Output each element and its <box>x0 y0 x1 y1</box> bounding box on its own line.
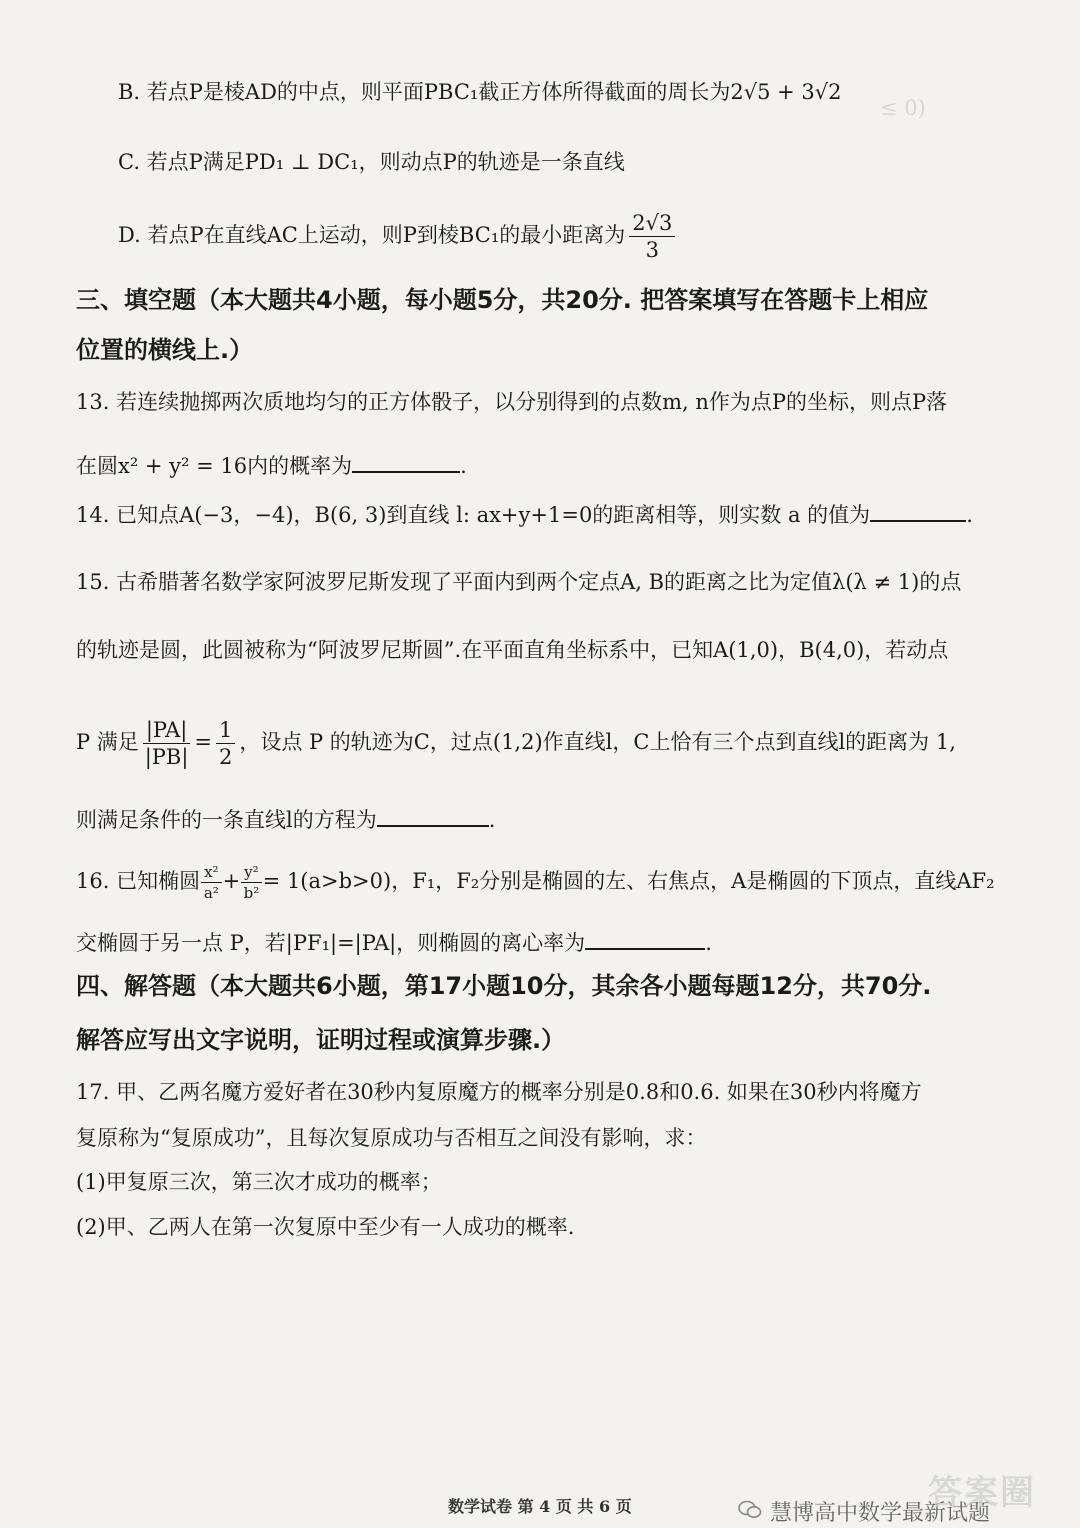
fraction-denominator: b² <box>243 884 260 902</box>
question-15-line-2: 的轨迹是圆，此圆被称为“阿波罗尼斯圆”.在平面直角坐标系中，已知A(1,0)，B(4,0)，若动点 <box>76 638 949 662</box>
question-16-line-1 <box>76 852 995 910</box>
fraction-numerator: y² <box>241 862 262 883</box>
option-d-text: D. 若点P在直线AC上运动，则P到棱BC₁的最小距离为 <box>118 223 626 247</box>
ratio-fraction <box>143 717 191 770</box>
question-17-part-2: (2)甲、乙两人在第一次复原中至少有一人成功的概率. <box>76 1215 575 1239</box>
watermark-text: 慧博高中数学最新试题 <box>770 1501 991 1526</box>
question-16-text-pre: 16. 已知椭圆 <box>76 869 201 893</box>
plus-sign: + <box>222 869 241 893</box>
answer-blank-15[interactable] <box>377 805 489 827</box>
fraction-numerator: 2√3 <box>629 210 675 237</box>
period: . <box>966 503 973 527</box>
wechat-icon <box>738 1500 762 1520</box>
fraction-numerator: x² <box>201 862 221 883</box>
fraction-denominator: 2 <box>218 745 233 769</box>
y-fraction <box>241 862 262 903</box>
answer-blank-16[interactable] <box>585 928 705 950</box>
question-16-line-2 <box>76 928 712 957</box>
option-d-fraction <box>629 210 675 263</box>
question-13-line-2 <box>76 451 467 480</box>
period: . <box>705 931 712 955</box>
question-17-line-1: 17. 甲、乙两名魔方爱好者在30秒内复原魔方的概率分别是0.8和0.6. 如果在30秒内将魔方 <box>76 1080 922 1104</box>
section-4-heading-cont: 解答应写出文字说明，证明过程或演算步骤.） <box>76 1026 566 1054</box>
question-17-line-2: 复原称为“复原成功”，且每次复原成功与否相互之间没有影响，求： <box>76 1126 707 1150</box>
option-d <box>118 210 679 263</box>
fraction-denominator: a² <box>203 884 219 902</box>
question-13-line-1: 13. 若连续抛掷两次质地均匀的正方体骰子，以分别得到的点数m, n作为点P的坐标，则点P落 <box>76 390 948 414</box>
answer-blank-14[interactable] <box>870 500 966 522</box>
option-b: B. 若点P是棱AD的中点，则平面PBC₁截正方体所得截面的周长为2√5 + 3√2 <box>118 80 842 104</box>
half-fraction <box>216 717 235 770</box>
question-15-text-post: ，设点 P 的轨迹为C，过点(1,2)作直线l，C上恰有三个点到直线l的距离为 1, <box>239 730 956 754</box>
question-15-text-pre: P 满足 <box>76 730 139 754</box>
bleed-through-text: ≤ 0) <box>880 96 926 120</box>
question-14 <box>76 500 973 529</box>
section-3-heading: 三、填空题（本大题共4小题，每小题5分，共20分. 把答案填写在答题卡上相应 <box>76 286 929 314</box>
period: . <box>488 808 496 832</box>
question-15-line-1: 15. 古希腊著名数学家阿波罗尼斯发现了平面内到两个定点A, B的距离之比为定值λ(λ ≠ 1)的点 <box>76 570 962 594</box>
period: . <box>460 454 467 478</box>
fraction-denominator: 3 <box>645 238 659 262</box>
option-c: C. 若点P满足PD₁ ⊥ DC₁，则动点P的轨迹是一条直线 <box>118 150 625 174</box>
x-fraction <box>201 862 221 903</box>
question-15-line-4 <box>76 805 495 834</box>
page-footer: 数学试卷 第 4 页 共 6 页 <box>448 1497 632 1516</box>
section-3-heading-cont: 位置的横线上.） <box>76 336 254 364</box>
question-17-part-1: (1)甲复原三次，第三次才成功的概率； <box>76 1170 442 1194</box>
fraction-denominator: |PB| <box>144 745 189 769</box>
equals-sign: = <box>194 730 212 754</box>
fraction-numerator: 1 <box>216 717 235 744</box>
answer-blank-13[interactable] <box>352 451 460 473</box>
watermark-logo: 答案圈 <box>928 1473 1036 1513</box>
question-15-text: 则满足条件的一条直线l的方程为 <box>76 808 377 832</box>
question-16-text: 交椭圆于另一点 P，若|PF₁|=|PA|，则椭圆的离心率为 <box>76 931 586 955</box>
fraction-numerator: |PA| <box>143 717 191 744</box>
section-4-heading: 四、解答题（本大题共6小题，第17小题10分，其余各小题每题12分，共70分. <box>76 972 932 1000</box>
question-13-text: 在圆x² + y² = 16内的概率为 <box>76 454 353 478</box>
question-14-text: 14. 已知点A(−3，−4)，B(6, 3)到直线 l: ax+y+1=0的距离相等，则实数 a 的值为 <box>76 503 871 527</box>
question-16-text-post: = 1(a>b>0)，F₁，F₂分别是椭圆的左、右焦点，A是椭圆的下顶点，直线AF₂ <box>262 869 995 893</box>
question-15-line-3 <box>76 712 956 772</box>
